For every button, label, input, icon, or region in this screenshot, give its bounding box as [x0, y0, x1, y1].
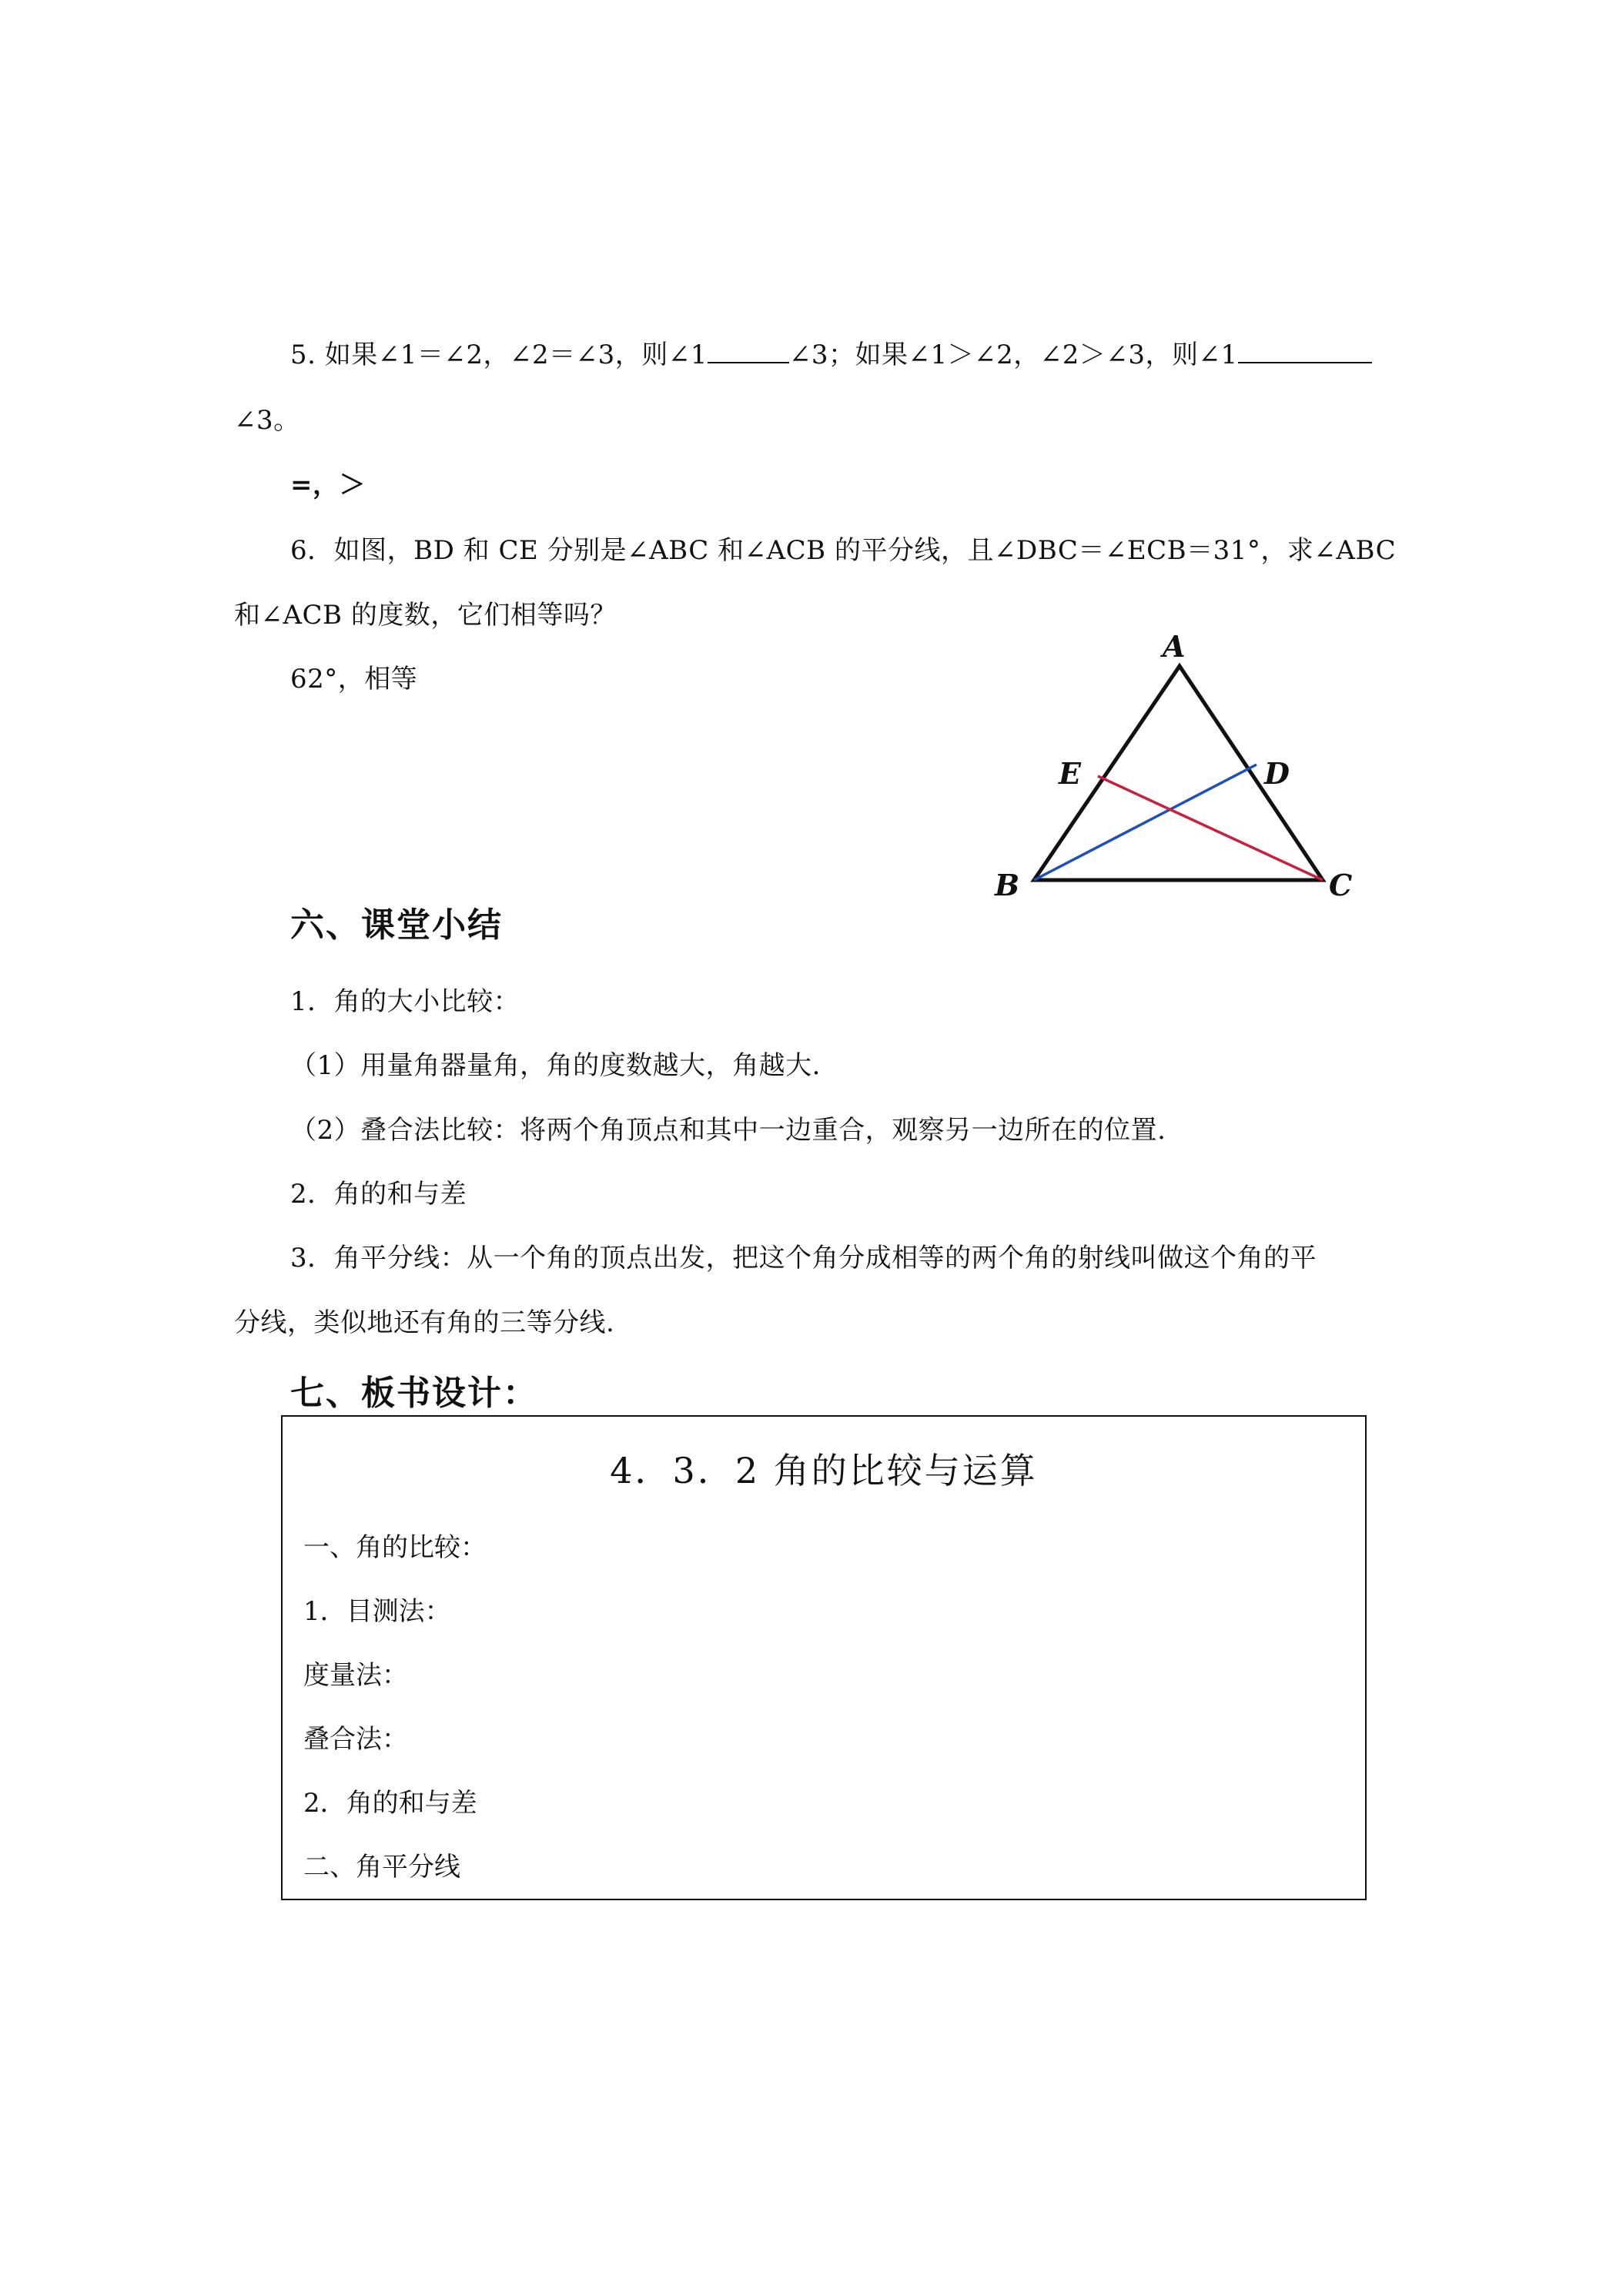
q6-line-2: 和∠ACB 的度数，它们相等吗？ [234, 600, 617, 631]
label-d: D [1264, 756, 1290, 791]
summary-item-3: 3．角平分线：从一个角的顶点出发，把这个角分成相等的两个角的射线叫做这个角的平 [290, 1243, 1317, 1274]
q6-answer: 62°，相等 [290, 664, 418, 694]
summary-item-3-cont: 分线，类似地还有角的三等分线. [234, 1307, 615, 1338]
q5-line-1 [290, 338, 1372, 372]
board-line-2: 1．目测法： [303, 1596, 451, 1627]
board-line-4: 叠合法： [303, 1724, 408, 1755]
triangle-figure [978, 628, 1378, 901]
q6-line-1: 6．如图，BD 和 CE 分别是∠ABC 和∠ACB 的平分线，且∠DBC＝∠ECB＝31°，求∠ABC [290, 535, 1397, 566]
section-6-title: 六、课堂小结 [290, 905, 503, 945]
q5-text-a: 5. 如果∠1＝∠2，∠2＝∠3，则∠1 [290, 340, 708, 370]
board-line-5: 2．角的和与差 [303, 1788, 477, 1819]
label-c: C [1329, 868, 1353, 901]
summary-item-1-1: （1）用量角器量角，角的度数越大，角越大. [290, 1050, 821, 1081]
label-e: E [1059, 756, 1081, 791]
q5-blank-2[interactable] [1238, 339, 1372, 363]
summary-item-1-2: （2）叠合法比较：将两个角顶点和其中一边重合，观察另一边所在的位置. [290, 1115, 1166, 1146]
board-line-6: 二、角平分线 [303, 1852, 460, 1883]
label-b: B [995, 868, 1020, 901]
section-7-title: 七、板书设计： [290, 1374, 538, 1413]
board-line-3: 度量法： [303, 1660, 408, 1691]
q5-blank-1[interactable] [708, 339, 789, 363]
summary-item-2: 2．角的和与差 [290, 1179, 467, 1210]
label-a: A [1163, 629, 1186, 664]
board-design-box [281, 1415, 1367, 1900]
board-line-1: 一、角的比较： [303, 1532, 487, 1563]
q5-answer: =，＞ [290, 470, 366, 500]
board-title: 4．3．2 角的比较与运算 [610, 1450, 1038, 1491]
summary-item-1: 1．角的大小比较： [290, 986, 520, 1017]
q5-text-b: ∠3；如果∠1＞∠2，∠2＞∠3，则∠1 [788, 340, 1238, 370]
q5-line-2: ∠3。 [234, 405, 300, 436]
